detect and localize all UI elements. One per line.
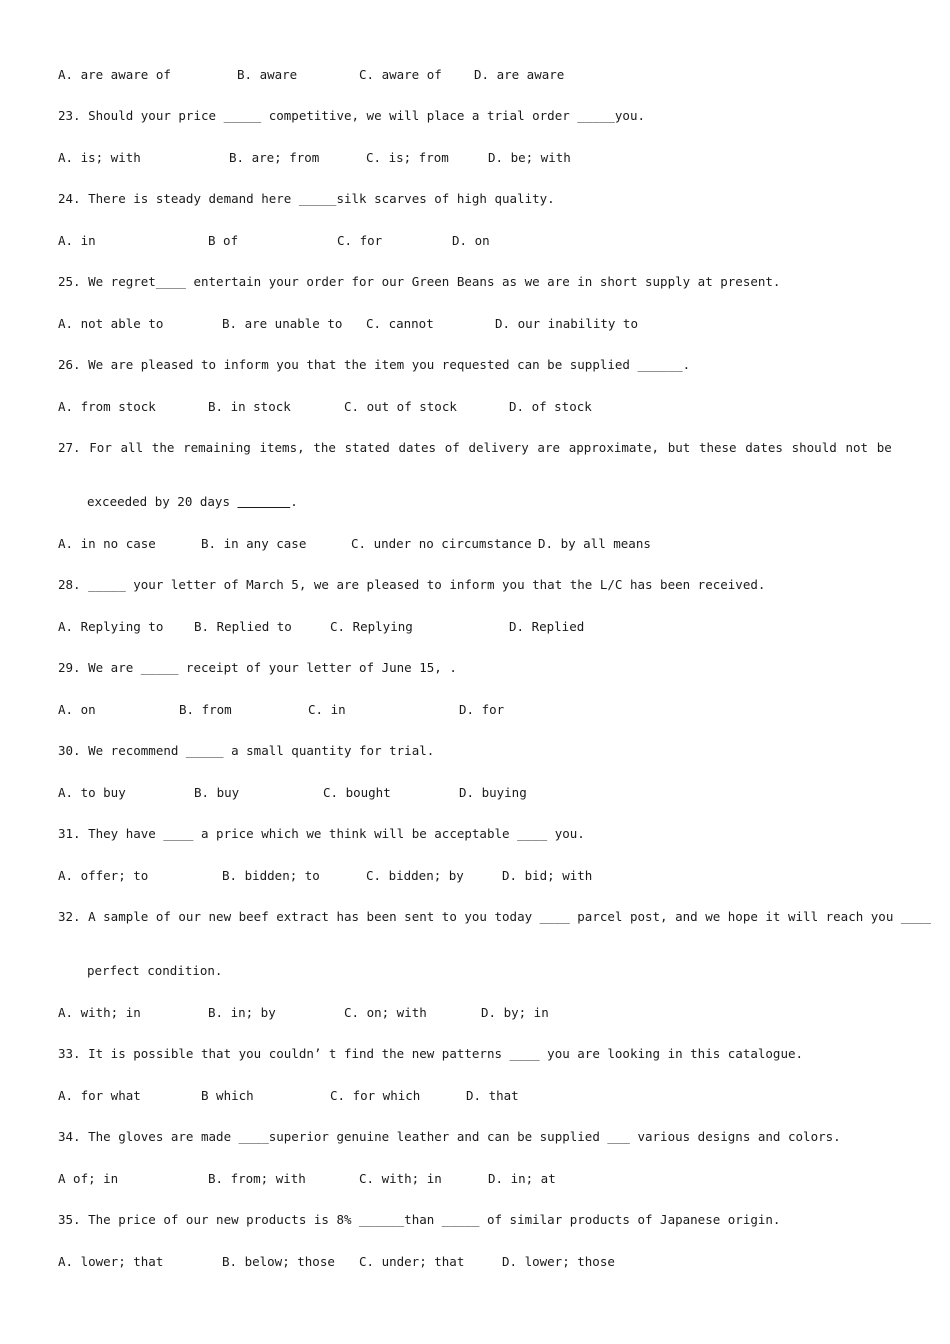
option-c: C. out of stock — [344, 399, 457, 414]
option-b: B. Replied to — [194, 619, 292, 634]
question-35-stem: 35. The price of our new products is 8% ______than _____ of similar products of Japanese origin. — [58, 1212, 781, 1227]
option-d: D. for — [459, 702, 505, 717]
question-32-stem: 32. A sample of our new beef extract has been sent to you today ____ parcel post, and we hope it will reach you ____ — [58, 909, 931, 924]
option-c: C. for which — [330, 1088, 421, 1103]
option-b: B. from — [179, 702, 232, 717]
stem-word: are — [537, 440, 560, 455]
option-a: A. offer; to — [58, 868, 149, 883]
stem-word: stated — [344, 440, 390, 455]
stem-period: . — [290, 494, 298, 509]
stem-word: delivery — [468, 440, 529, 455]
option-d: D. be; with — [488, 150, 571, 165]
stem-word: the — [151, 440, 175, 455]
option-c: C. bought — [323, 785, 391, 800]
option-d: D. lower; those — [502, 1254, 615, 1269]
option-c: C. cannot — [366, 316, 434, 331]
stem-word: all — [120, 440, 144, 455]
option-d: D. in; at — [488, 1171, 556, 1186]
answer-blank — [238, 494, 291, 509]
option-c: C. for — [337, 233, 383, 248]
option-b: B. bidden; to — [222, 868, 320, 883]
option-d: D. that — [466, 1088, 519, 1103]
option-a: A. in — [58, 233, 96, 248]
stem-word: 27. — [58, 440, 81, 455]
option-a: A. are aware of — [58, 67, 171, 82]
question-26-stem: 26. We are pleased to inform you that the item you requested can be supplied ______. — [58, 357, 691, 372]
question-34-stem: 34. The gloves are made ____superior genuine leather and can be supplied ___ various designs and colors. — [58, 1129, 841, 1144]
question-24-stem: 24. There is steady demand here _____silk scarves of high quality. — [58, 191, 555, 206]
option-a: A. in no case — [58, 536, 156, 551]
option-b: B. in; by — [208, 1005, 276, 1020]
option-c: C. under no circumstance — [351, 536, 532, 551]
option-c: C. Replying — [330, 619, 413, 634]
option-a: A of; in — [58, 1171, 119, 1186]
question-27-stem-continuation — [87, 494, 298, 510]
stem-word: approximate, — [568, 440, 659, 455]
option-c: C. aware of — [359, 67, 442, 82]
option-b: B. in stock — [208, 399, 291, 414]
stem-word: these — [698, 440, 737, 455]
option-a: A. from stock — [58, 399, 156, 414]
option-b: B. from; with — [208, 1171, 306, 1186]
option-d: D. by; in — [481, 1005, 549, 1020]
option-b: B. aware — [237, 67, 298, 82]
option-a: A. not able to — [58, 316, 164, 331]
option-d: D. bid; with — [502, 868, 593, 883]
stem-word: remaining — [183, 440, 251, 455]
option-d: D. by all means — [538, 536, 651, 551]
question-31-stem: 31. They have ____ a price which we think will be acceptable ____ you. — [58, 826, 585, 841]
question-23-stem: 23. Should your price _____ competitive, we will place a trial order _____you. — [58, 108, 645, 123]
stem-word: not — [845, 440, 869, 455]
option-d: D. buying — [459, 785, 527, 800]
option-d: D. Replied — [509, 619, 585, 634]
question-28-stem: 28. _____ your letter of March 5, we are pleased to inform you that the L/C has been received. — [58, 577, 766, 592]
option-a: A. to buy — [58, 785, 126, 800]
option-b: B. are unable to — [222, 316, 343, 331]
stem-word: items, — [259, 440, 305, 455]
option-d: D. are aware — [474, 67, 565, 82]
stem-word: dates — [745, 440, 783, 455]
stem-word: For — [89, 440, 112, 455]
question-30-stem: 30. We recommend _____ a small quantity for trial. — [58, 743, 435, 758]
option-b: B of — [208, 233, 239, 248]
option-b: B which — [201, 1088, 254, 1103]
option-b: B. in any case — [201, 536, 307, 551]
option-b: B. below; those — [222, 1254, 335, 1269]
option-a: A. lower; that — [58, 1254, 164, 1269]
option-c: C. on; with — [344, 1005, 427, 1020]
option-b: B. buy — [194, 785, 240, 800]
option-a: A. Replying to — [58, 619, 164, 634]
stem-text: exceeded by 20 days — [87, 494, 238, 509]
option-a: A. with; in — [58, 1005, 141, 1020]
question-33-stem: 33. It is possible that you couldn’ t find the new patterns ____ you are looking in this catalogue. — [58, 1046, 804, 1061]
question-32-stem-continuation: perfect condition. — [87, 963, 223, 978]
option-c: C. in — [308, 702, 346, 717]
option-d: D. on — [452, 233, 490, 248]
question-25-stem: 25. We regret____ entertain your order for our Green Beans as we are in short supply at present. — [58, 274, 781, 289]
option-a: A. is; with — [58, 150, 141, 165]
option-a: A. on — [58, 702, 96, 717]
option-c: C. bidden; by — [366, 868, 464, 883]
option-a: A. for what — [58, 1088, 141, 1103]
option-c: C. is; from — [366, 150, 449, 165]
stem-word: the — [313, 440, 336, 455]
stem-word: should — [791, 440, 837, 455]
stem-word: of — [444, 440, 460, 455]
question-27-stem — [58, 440, 892, 456]
question-29-stem: 29. We are _____ receipt of your letter of June 15, . — [58, 660, 457, 675]
option-d: D. our inability to — [495, 316, 638, 331]
stem-word: but — [667, 440, 691, 455]
option-d: D. of stock — [509, 399, 592, 414]
stem-word: be — [876, 440, 892, 455]
option-b: B. are; from — [229, 150, 320, 165]
option-c: C. with; in — [359, 1171, 442, 1186]
option-c: C. under; that — [359, 1254, 465, 1269]
stem-word: dates — [398, 440, 437, 455]
